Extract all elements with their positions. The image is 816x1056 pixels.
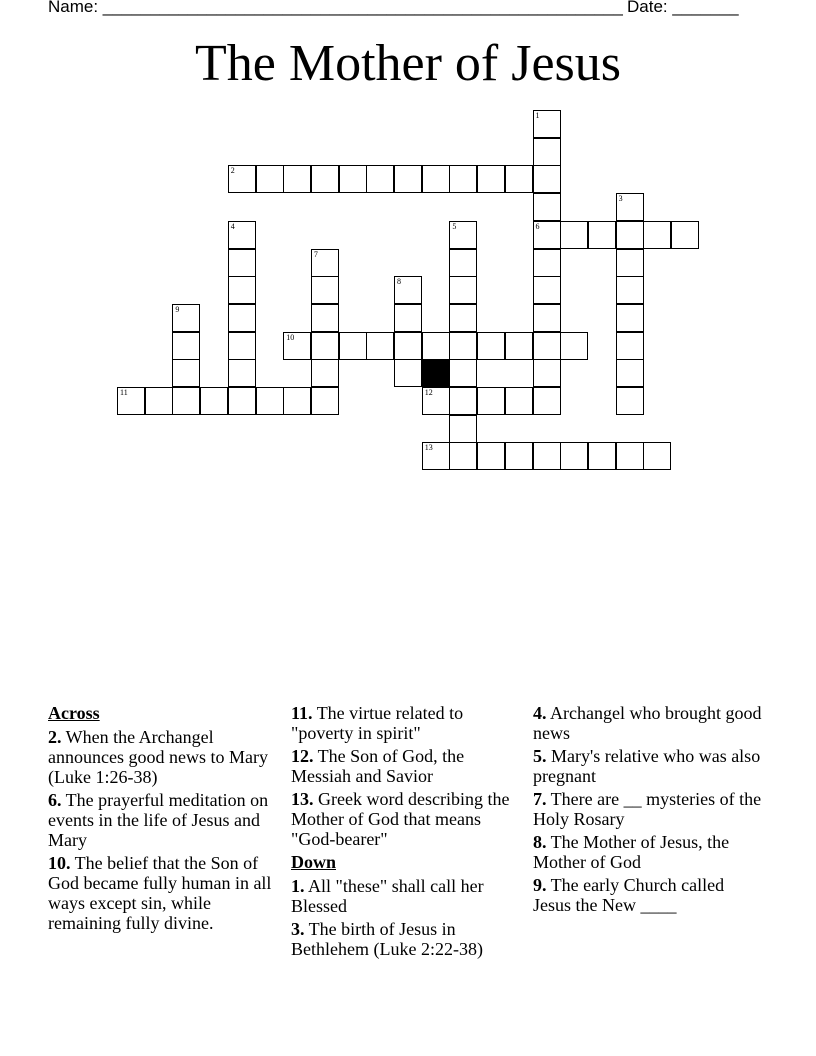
grid-cell[interactable]	[449, 415, 477, 443]
grid-cell[interactable]	[339, 165, 367, 193]
clues-column-1	[48, 703, 280, 936]
clue-number: 11	[120, 388, 128, 397]
across-clue: 11. The virtue related to "poverty in spirit"	[291, 703, 464, 743]
grid-cell[interactable]	[283, 332, 311, 360]
grid-cell[interactable]	[505, 165, 533, 193]
grid-cell[interactable]	[533, 276, 561, 304]
name-field-label[interactable]: Name: _______________________________________________________	[48, 0, 623, 16]
grid-cell[interactable]	[533, 138, 561, 166]
grid-cell[interactable]	[533, 110, 561, 138]
clue-number: 13	[424, 443, 433, 453]
clue-number: 5	[452, 221, 457, 231]
grid-cell[interactable]	[477, 387, 505, 415]
grid-cell[interactable]	[616, 387, 644, 415]
grid-cell[interactable]	[533, 332, 561, 360]
clue-number: 3	[618, 194, 623, 204]
clue-number: 1	[535, 111, 540, 120]
across-clue: 6. The prayerful meditation on events in the life of Jesus and Mary	[48, 790, 269, 850]
grid-cell[interactable]	[366, 165, 394, 193]
grid-cell[interactable]	[422, 165, 450, 193]
grid-cell[interactable]	[643, 221, 671, 249]
grid-cell[interactable]	[117, 387, 145, 415]
grid-cell[interactable]	[394, 359, 422, 387]
across-clue: 13. Greek word describing the Mother of God that means "God-bearer"	[291, 789, 510, 849]
clue-number: 9	[175, 304, 180, 314]
grid-cell[interactable]	[311, 249, 339, 277]
grid-cell[interactable]	[228, 304, 256, 332]
grid-cell[interactable]	[560, 442, 588, 470]
grid-cell[interactable]	[616, 304, 644, 332]
grid-black-cell	[422, 359, 450, 387]
grid-cell[interactable]	[560, 332, 588, 360]
grid-cell[interactable]	[422, 442, 450, 470]
grid-cell[interactable]	[228, 165, 256, 193]
grid-cell[interactable]	[505, 332, 533, 360]
clue-number: 7	[313, 249, 318, 259]
grid-cell[interactable]	[394, 332, 422, 360]
crossword-grid	[0, 0, 816, 500]
grid-cell[interactable]	[616, 276, 644, 304]
grid-cell[interactable]	[172, 304, 200, 332]
clues-column-3	[533, 703, 765, 918]
grid-cell[interactable]	[228, 359, 256, 387]
grid-cell[interactable]	[505, 387, 533, 415]
across-clue: 10. The belief that the Son of God became fully human in all ways except sin, while remaining fully divine.	[48, 853, 272, 933]
grid-cell[interactable]	[172, 332, 200, 360]
grid-cell[interactable]	[366, 332, 394, 360]
grid-cell[interactable]	[449, 249, 477, 277]
grid-cell[interactable]	[228, 249, 256, 277]
grid-cell[interactable]	[145, 387, 173, 415]
grid-cell[interactable]	[449, 332, 477, 360]
grid-cell[interactable]	[449, 387, 477, 415]
grid-cell[interactable]	[311, 276, 339, 304]
grid-cell[interactable]	[394, 165, 422, 193]
grid-cell[interactable]	[449, 165, 477, 193]
grid-cell[interactable]	[422, 387, 450, 415]
clue-number: 2	[230, 166, 235, 176]
grid-cell[interactable]	[477, 165, 505, 193]
grid-cell[interactable]	[533, 193, 561, 221]
date-field-label[interactable]: Date: _______	[627, 0, 739, 16]
clue-number: 6	[535, 221, 540, 231]
grid-cell[interactable]	[394, 276, 422, 304]
grid-cell[interactable]	[616, 359, 644, 387]
grid-cell[interactable]	[588, 442, 616, 470]
grid-cell[interactable]	[339, 332, 367, 360]
grid-cell[interactable]	[533, 249, 561, 277]
grid-cell[interactable]	[311, 359, 339, 387]
grid-cell[interactable]	[533, 304, 561, 332]
grid-cell[interactable]	[200, 387, 228, 415]
grid-cell[interactable]	[172, 359, 200, 387]
grid-cell[interactable]	[533, 387, 561, 415]
grid-cell[interactable]	[449, 359, 477, 387]
grid-cell[interactable]	[477, 332, 505, 360]
grid-cell[interactable]	[449, 276, 477, 304]
down-clue: 1. All "these" shall call her Blessed	[291, 876, 484, 916]
down-clue: 5. Mary's relative who was also pregnant	[533, 746, 761, 786]
across-clue: 2. When the Archangel announces good news to Mary (Luke 1:26-38)	[48, 727, 268, 787]
grid-cell[interactable]	[394, 304, 422, 332]
down-clue: 8. The Mother of Jesus, the Mother of God	[533, 832, 730, 872]
grid-cell[interactable]	[311, 304, 339, 332]
grid-cell[interactable]	[283, 165, 311, 193]
grid-cell[interactable]	[228, 387, 256, 415]
grid-cell[interactable]	[256, 165, 284, 193]
grid-cell[interactable]	[311, 332, 339, 360]
down-heading: Down	[291, 852, 337, 872]
down-clue: 4. Archangel who brought good news	[533, 703, 762, 743]
grid-cell[interactable]	[228, 276, 256, 304]
grid-cell[interactable]	[228, 221, 256, 249]
down-clue: 9. The early Church called Jesus the New ____	[533, 875, 725, 915]
grid-cell[interactable]	[560, 221, 588, 249]
clue-number: 4	[230, 221, 235, 231]
across-clue: 12. The Son of God, the Messiah and Savior	[291, 746, 465, 786]
grid-cell[interactable]	[311, 165, 339, 193]
grid-cell[interactable]	[671, 221, 699, 249]
down-clue: 3. The birth of Jesus in Bethlehem (Luke 2:22-38)	[291, 919, 483, 959]
grid-cell[interactable]	[533, 442, 561, 470]
down-clue: 7. There are __ mysteries of the Holy Rosary	[533, 789, 762, 829]
grid-cell[interactable]	[616, 332, 644, 360]
grid-cell[interactable]	[477, 442, 505, 470]
across-heading: Across	[48, 703, 100, 723]
grid-cell[interactable]	[422, 332, 450, 360]
grid-cell[interactable]	[616, 193, 644, 221]
grid-cell[interactable]	[616, 442, 644, 470]
grid-cell[interactable]	[533, 221, 561, 249]
grid-cell[interactable]	[311, 387, 339, 415]
grid-cell[interactable]	[228, 332, 256, 360]
grid-cell[interactable]	[643, 442, 671, 470]
grid-cell[interactable]	[283, 387, 311, 415]
clues-column-2	[291, 703, 523, 962]
grid-cell[interactable]	[449, 304, 477, 332]
grid-cell[interactable]	[616, 221, 644, 249]
grid-cell[interactable]	[616, 249, 644, 277]
clue-number: 12	[424, 388, 433, 397]
grid-cell[interactable]	[588, 221, 616, 249]
clue-number: 8	[397, 277, 401, 287]
grid-cell[interactable]	[449, 442, 477, 470]
clue-number: 10	[286, 332, 295, 342]
puzzle-title: The Mother of Jesus	[194, 35, 622, 92]
grid-cell[interactable]	[533, 165, 561, 193]
grid-cell[interactable]	[533, 359, 561, 387]
grid-cell[interactable]	[449, 221, 477, 249]
grid-cell[interactable]	[256, 387, 284, 415]
grid-cell[interactable]	[505, 442, 533, 470]
grid-cell[interactable]	[172, 387, 200, 415]
